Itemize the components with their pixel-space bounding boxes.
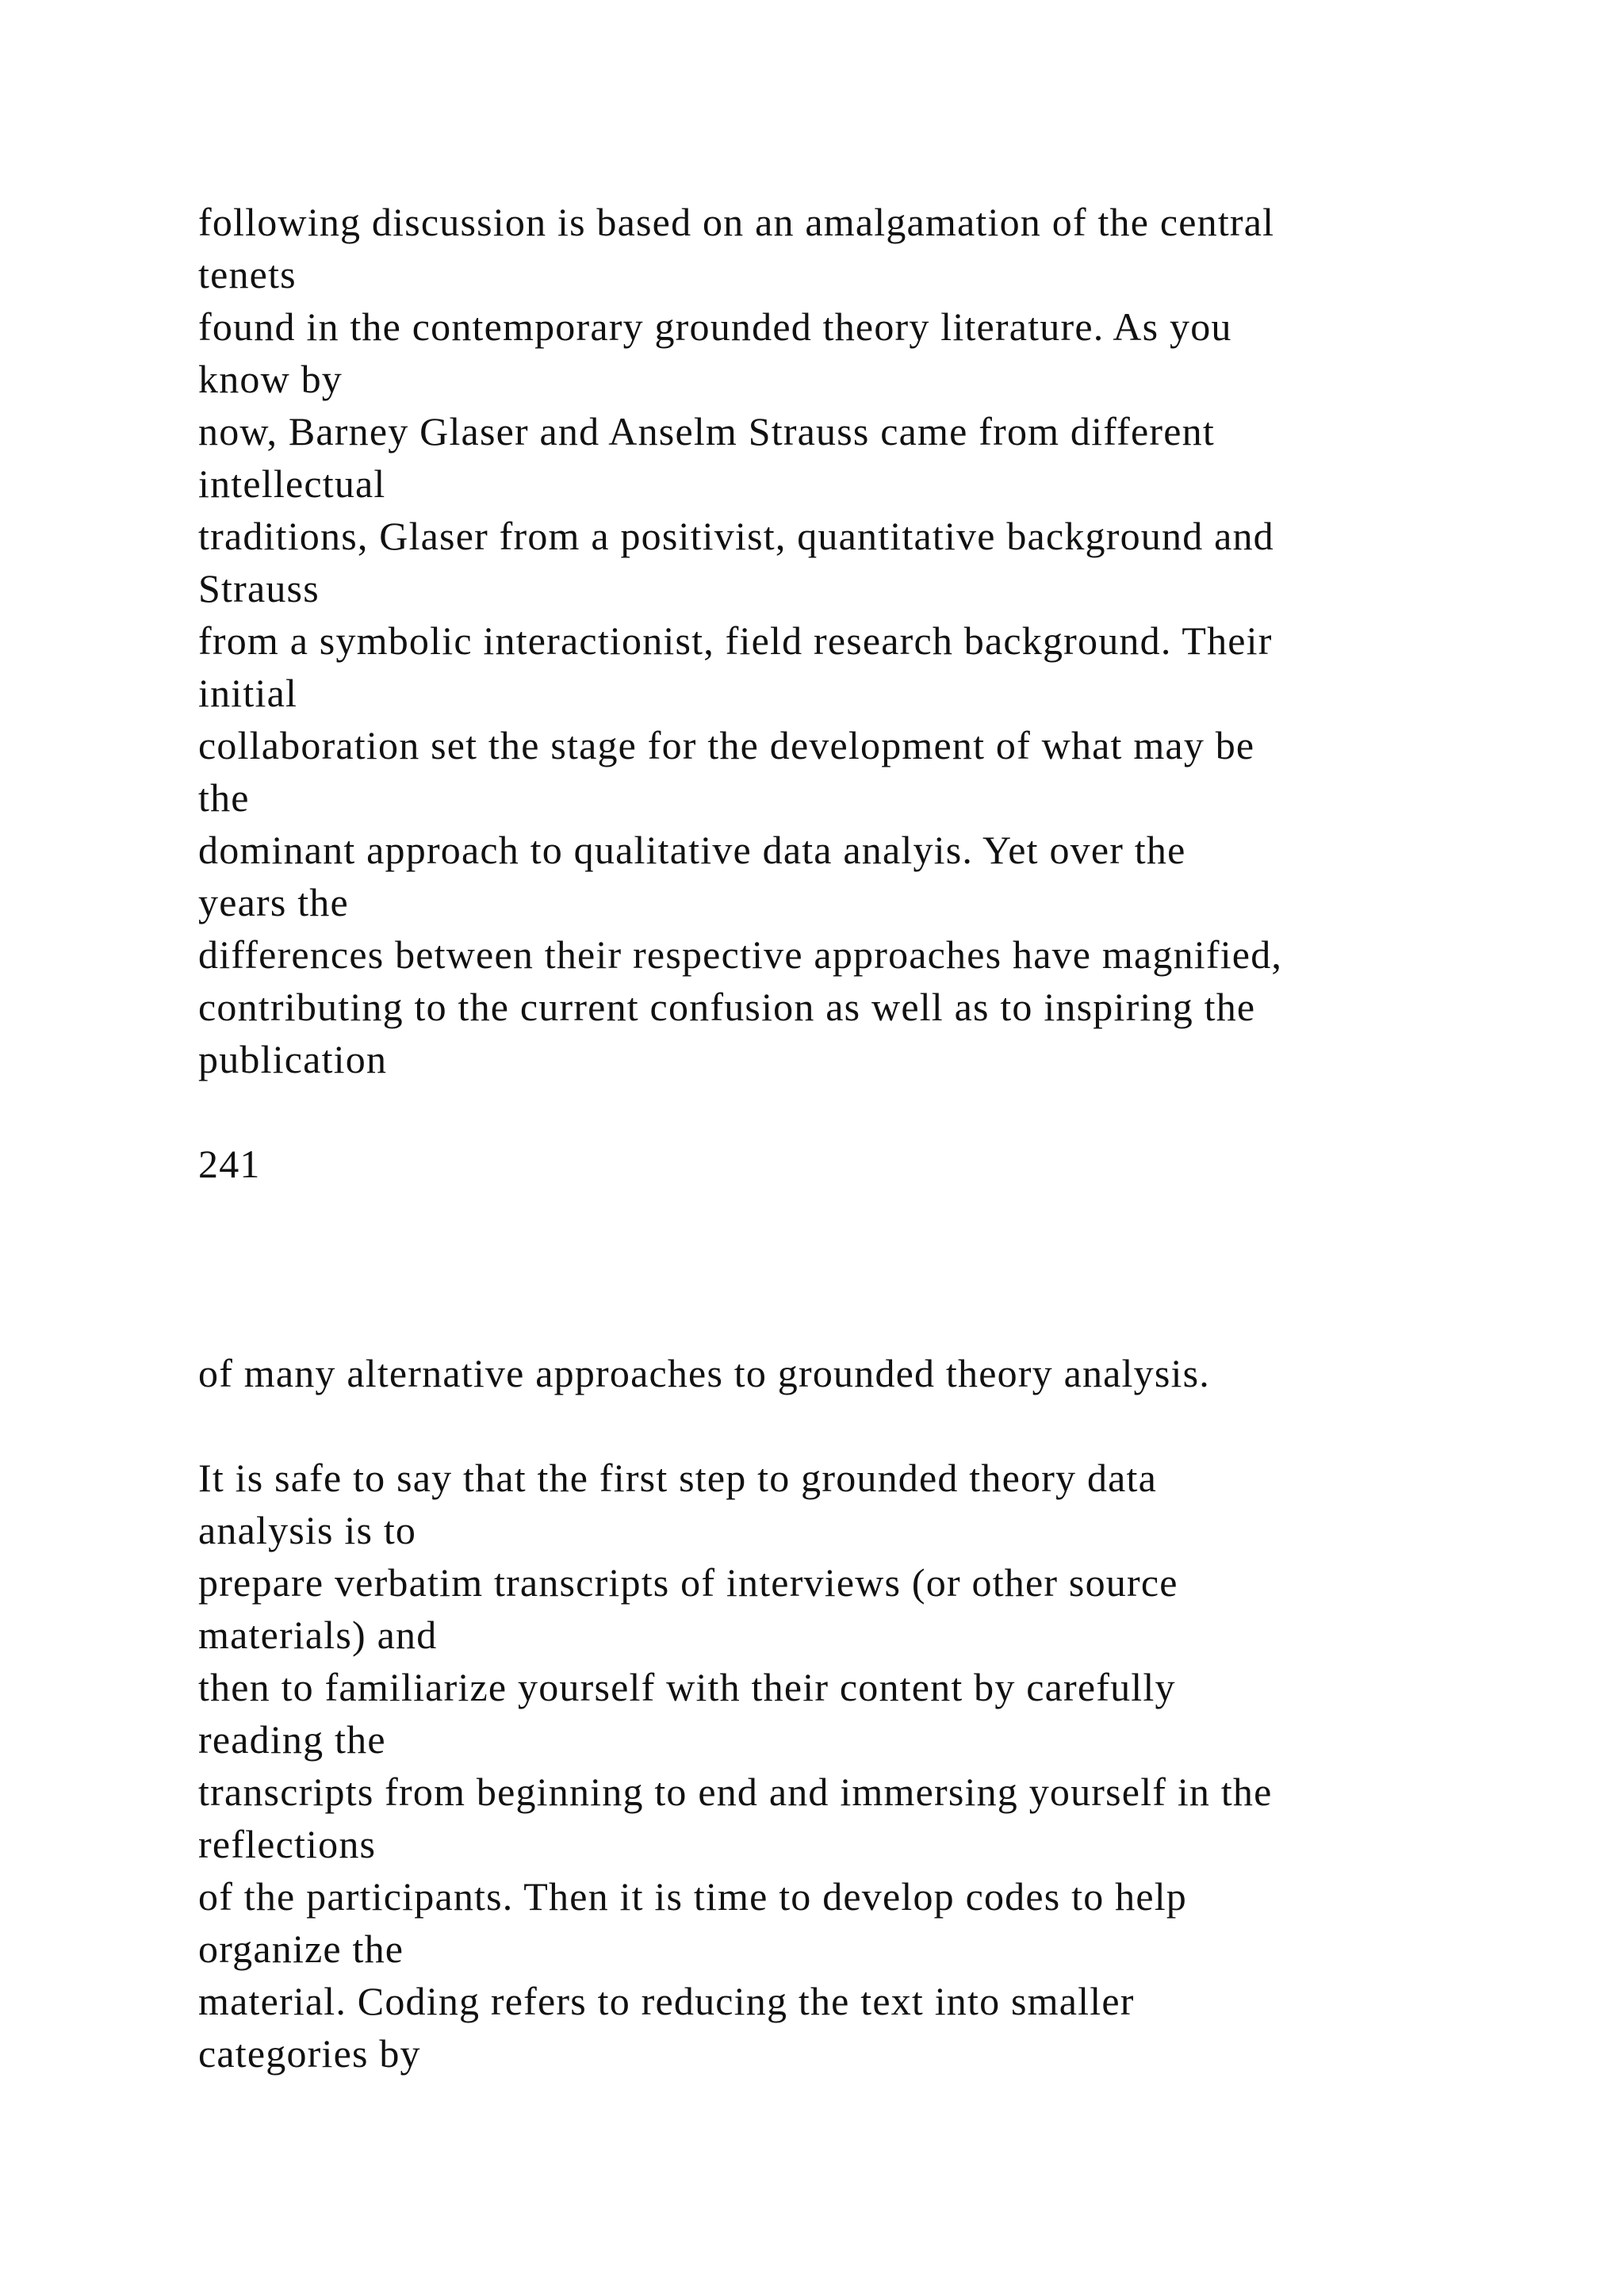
text-line: of many alternative approaches to grounded theory analysis. [198,1351,1210,1395]
text-line: Strauss [198,566,320,610]
text-line: found in the contemporary grounded theory literature. As you [198,304,1232,349]
page-number: 241 [198,1142,261,1186]
text-line: differences between their respective approaches have magnified, [198,932,1283,977]
text-line: analysis is to [198,1508,417,1552]
text-line: traditions, Glaser from a positivist, quantitative background and [198,514,1274,558]
text-line: know by [198,357,343,401]
text-line: now, Barney Glaser and Anselm Strauss came from different [198,409,1215,453]
text-line: years the [198,880,349,924]
text-line: dominant approach to qualitative data analyis. Yet over the [198,828,1186,872]
text-line: from a symbolic interactionist, field research background. Their [198,618,1273,663]
text-line: contributing to the current confusion as well as to inspiring the [198,985,1256,1029]
text-line: organize the [198,1927,404,1971]
text-line: initial [198,671,298,715]
text-line: of the participants. Then it is time to develop codes to help [198,1874,1188,1919]
text-line: materials) and [198,1613,438,1657]
text-line: then to familiarize yourself with their content by carefully [198,1665,1176,1709]
text-line: collaboration set the stage for the development of what may be [198,723,1255,767]
text-line: It is safe to say that the first step to grounded theory data [198,1456,1158,1500]
text-line: reading the [198,1717,386,1762]
text-line: reflections [198,1822,377,1866]
text-line: publication [198,1037,388,1081]
text-line: categories by [198,2031,421,2076]
text-line: transcripts from beginning to end and immersing yourself in the [198,1770,1273,1814]
text-line: tenets [198,252,297,297]
text-line: intellectual [198,461,386,506]
text-line: following discussion is based on an amalgamation of the central [198,200,1275,244]
text-line: the [198,775,250,820]
text-line: prepare verbatim transcripts of interviews (or other source [198,1560,1178,1605]
text-line: material. Coding refers to reducing the text into smaller [198,1979,1135,2023]
